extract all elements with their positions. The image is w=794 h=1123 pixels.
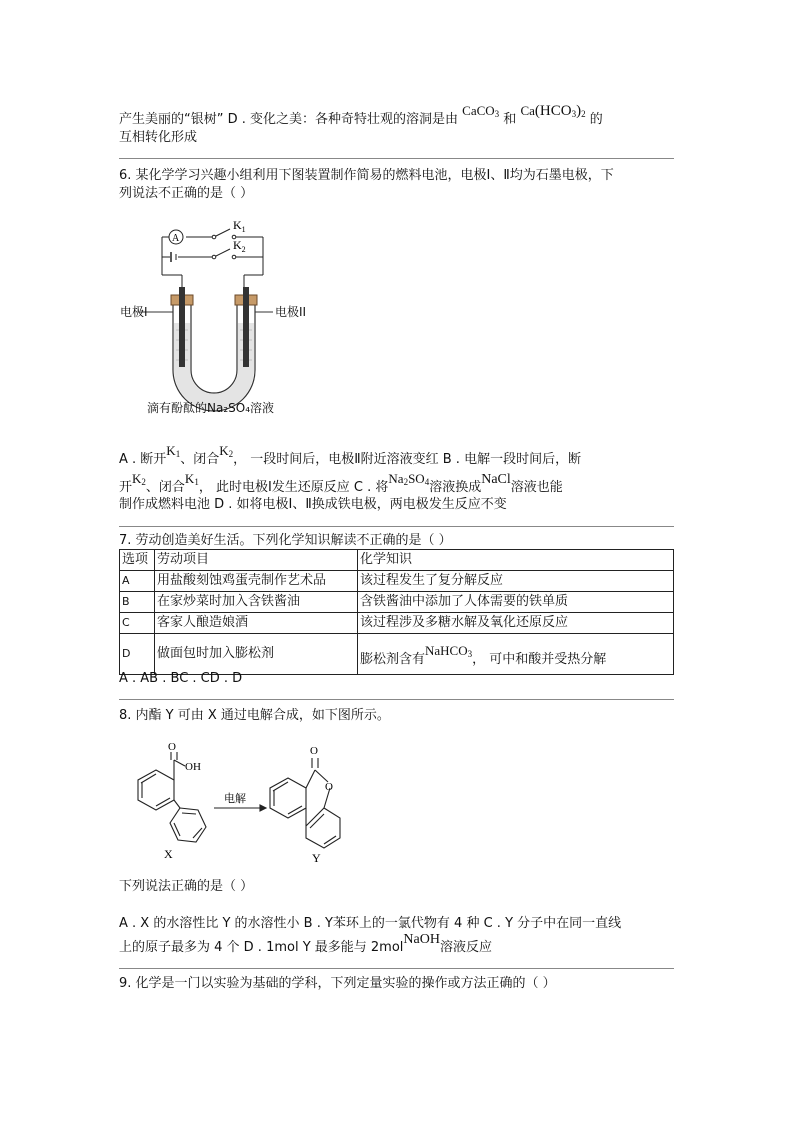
- x-hydroxyl: OH: [185, 761, 201, 773]
- y-ring-o: O: [325, 781, 333, 793]
- q8-options-line-2: 上的原子最多为 4 个 D . 1mol Y 最多能与 2molNaOH溶液反应: [119, 932, 492, 955]
- formula-nacl: NaCl: [481, 472, 511, 487]
- formula-k2: $K_2$: [132, 471, 146, 487]
- divider: [119, 158, 674, 159]
- q7-options: A . AB . BC . CD . D: [119, 671, 243, 686]
- table-header-cell: 劳动项目: [155, 550, 358, 571]
- reaction-scheme-figure: [118, 740, 368, 865]
- table-header-cell: 选项: [120, 550, 155, 571]
- divider: [119, 699, 674, 700]
- q6-stem-line-1: 6. 某化学学习兴趣小组利用下图装置制作简易的燃料电池，电极Ⅰ、Ⅱ均为石墨电极，下: [119, 168, 614, 183]
- x-label: X: [164, 847, 173, 861]
- electrode-2-label: 电极II: [275, 305, 307, 319]
- table-cell: 该过程发生了复分解反应: [358, 571, 674, 592]
- q7-stem: 7. 劳动创造美好生活。下列化学知识解读不正确的是（ ）: [119, 533, 452, 548]
- arrow-label: 电解: [224, 793, 246, 805]
- table-cell: A: [120, 571, 155, 592]
- table-cell: 客家人酿造娘酒: [155, 613, 358, 634]
- table-cell: 用盐酸刻蚀鸡蛋壳制作艺术品: [155, 571, 358, 592]
- q9-stem: 9. 化学是一门以实验为基础的学科，下列定量实验的操作或方法正确的（ ）: [119, 976, 556, 991]
- q8-options-line-1: A . X 的水溶性比 Y 的水溶性小 B . Y苯环上的一氯代物有 4 种 C . Y 分子中在同一直线: [119, 916, 622, 931]
- q6-options-line-3: 制作成燃料电池 D . 如将电极Ⅰ、Ⅱ换成铁电极，两电极发生反应不变: [119, 497, 507, 512]
- table-row: [120, 634, 674, 675]
- table-cell: D: [120, 634, 155, 675]
- electrode-1-label: 电极I: [120, 305, 148, 319]
- table-cell: 含铁酱油中添加了人体需要的铁单质: [358, 592, 674, 613]
- table-cell: C: [120, 613, 155, 634]
- table-header-cell: 化学知识: [358, 550, 674, 571]
- formula-k2: $K_2$: [219, 443, 234, 459]
- k1-label: $K_1$: [233, 218, 246, 234]
- formula-k1: $K_1$: [166, 443, 181, 459]
- divider: [119, 526, 674, 527]
- table-cell: 该过程涉及多糖水解及氧化还原反应: [358, 613, 674, 634]
- y-label: Y: [312, 851, 321, 865]
- formula-ca-hco3-2: $Ca(HCO_3)_2$: [520, 103, 586, 119]
- y-carbonyl-o: O: [310, 745, 318, 757]
- formula-nahco3: NaHCO$_3$: [425, 642, 473, 659]
- divider: [119, 968, 674, 969]
- q8-stem: 8. 内酯 Y 可由 X 通过电解合成，如下图所示。: [119, 708, 390, 723]
- table-cell: 膨松剂含有NaHCO$_3$， 可中和酸并受热分解: [358, 634, 674, 675]
- q5-line-2: 互相转化形成: [119, 130, 198, 145]
- ammeter-label: A: [172, 233, 180, 244]
- table-cell: 在家炒菜时加入含铁酱油: [155, 592, 358, 613]
- formula-na2so4: $Na_2SO_4$: [388, 471, 430, 487]
- q6-options-line-2: 开$K_2$、闭合$K_1$， 此时电极Ⅰ发生还原反应 C . 将$Na_2SO_4$溶液换成NaCl溶液也能: [119, 471, 563, 495]
- formula-k1: $K_1$: [184, 471, 199, 487]
- table-row: [120, 613, 674, 634]
- table-header-row: [120, 550, 674, 571]
- solution-label: 滴有酚酞的Na₂SO₄溶液: [147, 401, 275, 415]
- x-carbonyl-o: O: [168, 741, 176, 753]
- table-row: [120, 571, 674, 592]
- table-cell: B: [120, 592, 155, 613]
- formula-caco3: CaCO$_3$: [462, 103, 500, 119]
- table-row: [120, 592, 674, 613]
- q8-ask: 下列说法正确的是（ ）: [119, 879, 254, 894]
- q5-line-1: 产生美丽的“银树” D . 变化之美：各种奇特壮观的溶洞是由 CaCO$_3$ 和 $Ca(HCO_3)_2$ 的: [119, 103, 603, 127]
- q7-table: [119, 549, 674, 675]
- q6-stem-line-2: 列说法不正确的是（ ）: [119, 186, 254, 201]
- table-cell: 做面包时加入膨松剂: [155, 634, 358, 675]
- q6-options-line-1: A . 断开$K_1$、闭合$K_2$， 一段时间后，电极Ⅱ附近溶液变红 B . 电解一段时间后，断: [119, 443, 582, 467]
- formula-naoh: NaOH: [403, 932, 440, 947]
- k2-label: $K_2$: [233, 238, 246, 254]
